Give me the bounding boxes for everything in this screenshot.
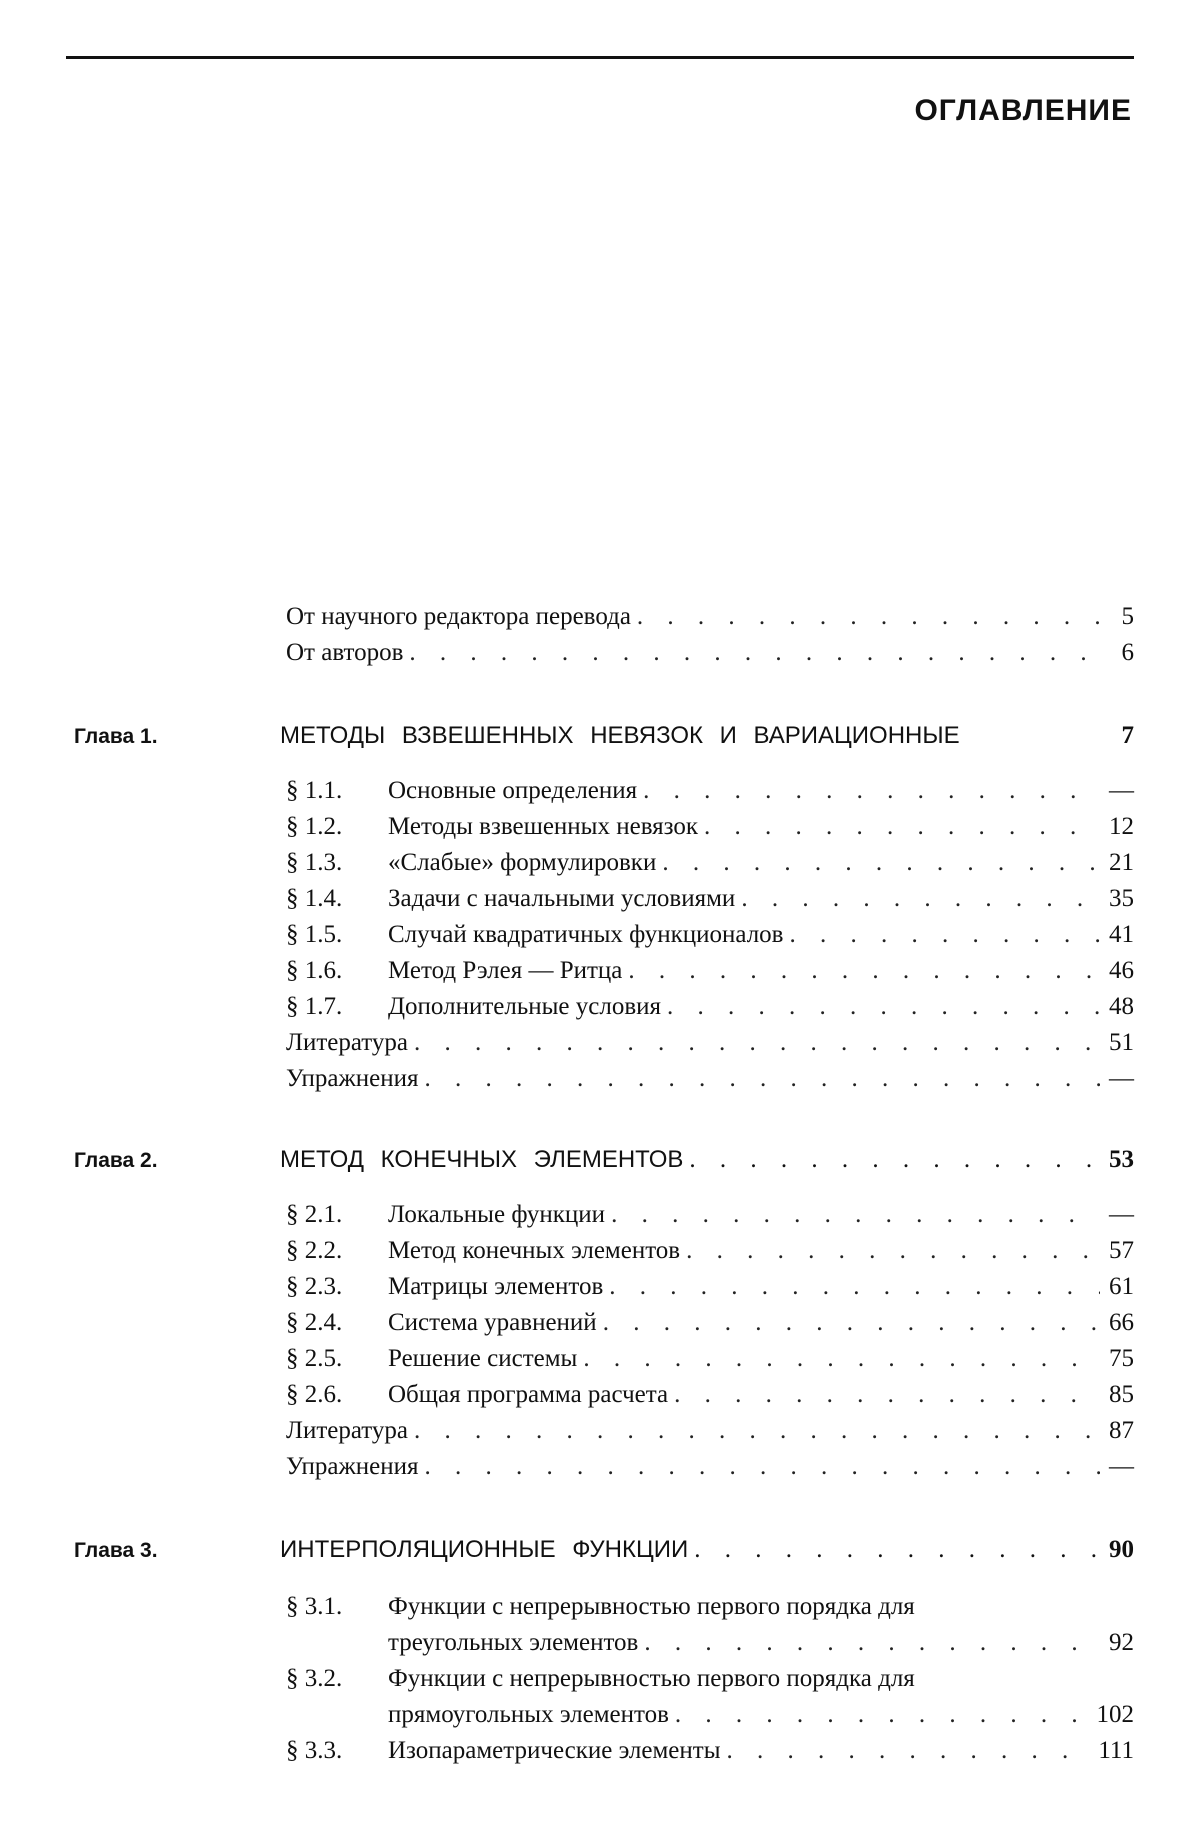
leader-dots	[667, 990, 1100, 1024]
leader-dots	[727, 1734, 1093, 1768]
toc-entry	[286, 774, 1134, 808]
toc-page-number: 12	[1109, 813, 1134, 840]
section-number: § 3.2.	[286, 1665, 343, 1692]
toc-page-number: 66	[1109, 1309, 1134, 1336]
leader-dots	[674, 1378, 1100, 1412]
toc-entry-text: Метод Рэлея — Ритца	[388, 957, 623, 984]
toc-entry-first-line	[286, 1590, 1134, 1624]
leader-dots	[637, 600, 1100, 634]
toc-entry	[286, 1734, 1134, 1768]
chapter-title: ИНТЕРПОЛЯЦИОННЫЕ ФУНКЦИИ	[280, 1536, 689, 1563]
toc-entry-text: прямоугольных элементов	[388, 1701, 669, 1728]
toc-page-number: —	[1109, 777, 1134, 804]
toc-page-number: 111	[1098, 1737, 1134, 1764]
toc-entry-text: От авторов	[286, 639, 404, 666]
toc-entry-text: От научного редактора перевода	[286, 603, 631, 630]
section-number: § 3.3.	[286, 1737, 343, 1764]
toc-entry-text: Случай квадратичных функционалов	[388, 921, 784, 948]
toc-page-number: 90	[1109, 1536, 1134, 1563]
section-number: § 1.7.	[286, 993, 343, 1020]
leader-dots	[424, 1450, 1100, 1484]
section-number: § 2.6.	[286, 1381, 343, 1408]
toc-page-number: 75	[1109, 1345, 1134, 1372]
leader-dots	[675, 1698, 1091, 1732]
toc-entry-text: Система уравнений	[388, 1309, 597, 1336]
toc-page-number: 51	[1109, 1029, 1134, 1056]
toc-entry-text: Изопараметрические элементы	[388, 1737, 721, 1764]
toc-entry-text: «Слабые» формулировки	[388, 849, 657, 876]
section-number: § 2.4.	[286, 1309, 343, 1336]
leader-dots	[603, 1306, 1100, 1340]
leader-dots	[741, 882, 1100, 916]
toc-page-number: 6	[1121, 639, 1134, 666]
toc-entry	[286, 1198, 1134, 1232]
toc-entry-text: Функции с непрерывностью первого порядка для	[388, 1593, 915, 1620]
leader-dots	[686, 1234, 1100, 1268]
leader-dots	[662, 846, 1100, 880]
toc-page-number: 85	[1109, 1381, 1134, 1408]
section-number: § 2.2.	[286, 1237, 343, 1264]
toc-entry-continuation	[286, 1698, 1134, 1732]
toc-entry-first-line	[286, 1662, 1134, 1696]
toc-entry	[286, 1062, 1134, 1096]
toc-entry-text: Матрицы элементов	[388, 1273, 604, 1300]
toc-entry	[286, 918, 1134, 952]
page-title: ОГЛАВЛЕНИЕ	[914, 94, 1132, 127]
toc-page-number: 61	[1109, 1273, 1134, 1300]
toc-entry-front-1	[286, 600, 1134, 634]
section-number: § 3.1.	[286, 1593, 343, 1620]
toc-page-number: —	[1109, 1201, 1134, 1228]
section-number: § 1.5.	[286, 921, 343, 948]
section-number: § 1.6.	[286, 957, 343, 984]
section-number: § 1.4.	[286, 885, 343, 912]
toc-entry-continuation	[286, 1626, 1134, 1660]
chapter-title-line	[280, 1532, 1134, 1568]
chapter-title-line	[280, 718, 1134, 754]
toc-entry-text: Локальные функции	[388, 1201, 606, 1228]
top-rule	[66, 56, 1134, 59]
leader-dots	[689, 1142, 1100, 1178]
section-number: § 1.1.	[286, 777, 343, 804]
toc-page-number: 35	[1109, 885, 1134, 912]
toc-page-number: 7	[1121, 722, 1134, 749]
toc-page-number: 46	[1109, 957, 1134, 984]
toc-entry-text: Литература	[286, 1417, 408, 1444]
toc-entry	[286, 1234, 1134, 1268]
toc-entry	[286, 1270, 1134, 1304]
toc-entry	[286, 882, 1134, 916]
section-number: § 1.3.	[286, 849, 343, 876]
toc-entry-text: Задачи с начальными условиями	[388, 885, 736, 912]
leader-dots	[628, 954, 1100, 988]
toc-page-number: —	[1109, 1065, 1134, 1092]
toc-entry-text: Дополнительные условия	[388, 993, 662, 1020]
chapter-label: Глава 2.	[74, 1149, 158, 1172]
leader-dots	[414, 1414, 1100, 1448]
toc-entry	[286, 1414, 1134, 1448]
toc-entry	[286, 1450, 1134, 1484]
toc-entry	[286, 1026, 1134, 1060]
toc-entry-text: треугольных элементов	[388, 1629, 639, 1656]
toc-page-number: 92	[1109, 1629, 1134, 1656]
section-number: § 2.5.	[286, 1345, 343, 1372]
leader-dots	[704, 810, 1100, 844]
leader-dots	[583, 1342, 1100, 1376]
chapter-label: Глава 1.	[74, 725, 158, 748]
chapter-label: Глава 3.	[74, 1539, 158, 1562]
leader-dots	[611, 1198, 1100, 1232]
leader-dots	[409, 636, 1100, 670]
leader-dots	[694, 1532, 1100, 1568]
toc-entry-text: Основные определения	[388, 777, 638, 804]
toc-entry	[286, 990, 1134, 1024]
toc-entry-text: Решение системы	[388, 1345, 578, 1372]
leader-dots	[644, 1626, 1100, 1660]
toc-entry	[286, 1378, 1134, 1412]
chapter-title-line	[280, 1142, 1134, 1178]
toc-entry	[286, 846, 1134, 880]
toc-page-number: —	[1109, 1453, 1134, 1480]
toc-page-number: 102	[1096, 1701, 1134, 1728]
chapter-title: МЕТОДЫ ВЗВЕШЕННЫХ НЕВЯЗОК И ВАРИАЦИОННЫЕ	[280, 722, 960, 749]
section-number: § 2.3.	[286, 1273, 343, 1300]
toc-page-number: 48	[1109, 993, 1134, 1020]
toc-page-number: 5	[1121, 603, 1134, 630]
toc-page-number: 21	[1109, 849, 1134, 876]
toc-entry-text: Литература	[286, 1029, 408, 1056]
leader-dots	[414, 1026, 1100, 1060]
toc-entry-text: Упражнения	[286, 1065, 419, 1092]
chapter-title: МЕТОД КОНЕЧНЫХ ЭЛЕМЕНТОВ	[280, 1146, 684, 1173]
toc-page-number: 41	[1109, 921, 1134, 948]
toc-entry-text: Упражнения	[286, 1453, 419, 1480]
section-number: § 2.1.	[286, 1201, 343, 1228]
toc-entry	[286, 1306, 1134, 1340]
toc-entry-text: Функции с непрерывностью первого порядка для	[388, 1665, 915, 1692]
leader-dots	[609, 1270, 1100, 1304]
toc-page-number: 87	[1109, 1417, 1134, 1444]
toc-entry-text: Метод конечных элементов	[388, 1237, 681, 1264]
leader-dots	[789, 918, 1100, 952]
section-number: § 1.2.	[286, 813, 343, 840]
toc-entry	[286, 810, 1134, 844]
toc-entry-text: Общая программа расчета	[388, 1381, 669, 1408]
leader-dots	[643, 774, 1100, 808]
toc-entry	[286, 954, 1134, 988]
leader-dots	[424, 1062, 1100, 1096]
toc-entry	[286, 1342, 1134, 1376]
toc-page-number: 53	[1109, 1146, 1134, 1173]
toc-entry-front-2	[286, 636, 1134, 670]
toc-entry-text: Методы взвешенных невязок	[388, 813, 699, 840]
toc-page-number: 57	[1109, 1237, 1134, 1264]
